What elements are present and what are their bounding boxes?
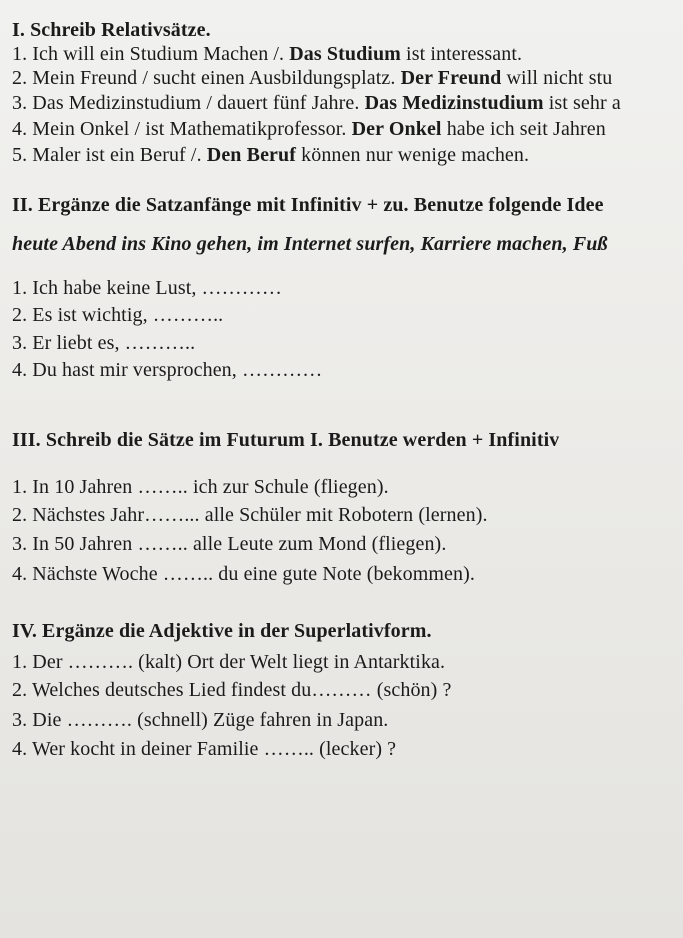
section-3-title: III. Schreib die Sätze im Futurum I. Benutze werden + Infinitiv bbox=[12, 429, 560, 451]
section-1-item-2-prefix: 2. Mein Freund / sucht einen Ausbildungsplatz. bbox=[12, 67, 401, 89]
section-3-item-4: 4. Nächste Woche …….. du eine gute Note (bekommen). bbox=[12, 563, 475, 585]
section-1-item-4-suffix: habe ich seit Jahren bbox=[441, 118, 606, 140]
section-4-item-3: 3. Die ………. (schnell) Züge fahren in Japan. bbox=[12, 709, 389, 731]
section-1-item-2-suffix: will nicht stu bbox=[501, 67, 613, 89]
section-1-item-2-bold: Der Freund bbox=[400, 67, 502, 89]
section-1-item-5-suffix: können nur wenige machen. bbox=[296, 144, 530, 166]
section-2-item-4: 4. Du hast mir versprochen, ………… bbox=[12, 359, 323, 381]
section-1-item-3 bbox=[12, 91, 683, 115]
section-1-item-1-suffix: ist interessant. bbox=[400, 43, 523, 65]
section-1-item-4 bbox=[12, 117, 683, 141]
section-1-item-2 bbox=[12, 66, 683, 90]
section-2-item-1: 1. Ich habe keine Lust, ………… bbox=[12, 277, 282, 299]
section-1-item-3-suffix: ist sehr a bbox=[543, 92, 621, 114]
section-1-item-5 bbox=[12, 143, 529, 167]
section-1-item-1 bbox=[12, 42, 683, 66]
section-4-item-1: 1. Der ………. (kalt) Ort der Welt liegt in Antarktika. bbox=[12, 651, 446, 673]
section-1-item-1-prefix: 1. Ich will ein Studium Machen /. bbox=[12, 43, 290, 65]
worksheet-page bbox=[4, 0, 683, 938]
section-3-item-2: 2. Nächstes Jahr……... alle Schüler mit Robotern (lernen). bbox=[12, 504, 488, 526]
section-1-item-5-bold: Den Beruf bbox=[206, 144, 297, 166]
section-1-item-4-bold: Der Onkel bbox=[351, 118, 442, 140]
section-1-title: I. Schreib Relativsätze. bbox=[12, 19, 211, 41]
section-3-item-3: 3. In 50 Jahren …….. alle Leute zum Mond (fliegen). bbox=[12, 533, 447, 555]
section-1-item-3-prefix: 3. Das Medizinstudium / dauert fünf Jahre. bbox=[12, 92, 365, 114]
section-1-item-1-bold: Das Studium bbox=[289, 43, 401, 65]
section-4-title: IV. Ergänze die Adjektive in der Superlativform. bbox=[12, 620, 432, 642]
section-3-item-1: 1. In 10 Jahren …….. ich zur Schule (fliegen). bbox=[12, 476, 389, 498]
section-1-item-4-prefix: 4. Mein Onkel / ist Mathematikprofessor. bbox=[12, 118, 352, 140]
section-2-item-3: 3. Er liebt es, ……….. bbox=[12, 332, 196, 354]
section-4-item-4: 4. Wer kocht in deiner Familie …….. (lecker) ? bbox=[12, 738, 397, 760]
section-2-ideas: heute Abend ins Kino gehen, im Internet surfen, Karriere machen, Fuß bbox=[12, 233, 608, 255]
section-1-item-5-prefix: 5. Maler ist ein Beruf /. bbox=[12, 144, 207, 166]
section-1-item-3-bold: Das Medizinstudium bbox=[364, 92, 544, 114]
section-2-item-2: 2. Es ist wichtig, ……….. bbox=[12, 304, 224, 326]
section-4-item-2: 2. Welches deutsches Lied findest du……… (schön) ? bbox=[12, 679, 452, 701]
section-2-title: II. Ergänze die Satzanfänge mit Infinitiv + zu. Benutze folgende Idee bbox=[12, 194, 604, 216]
